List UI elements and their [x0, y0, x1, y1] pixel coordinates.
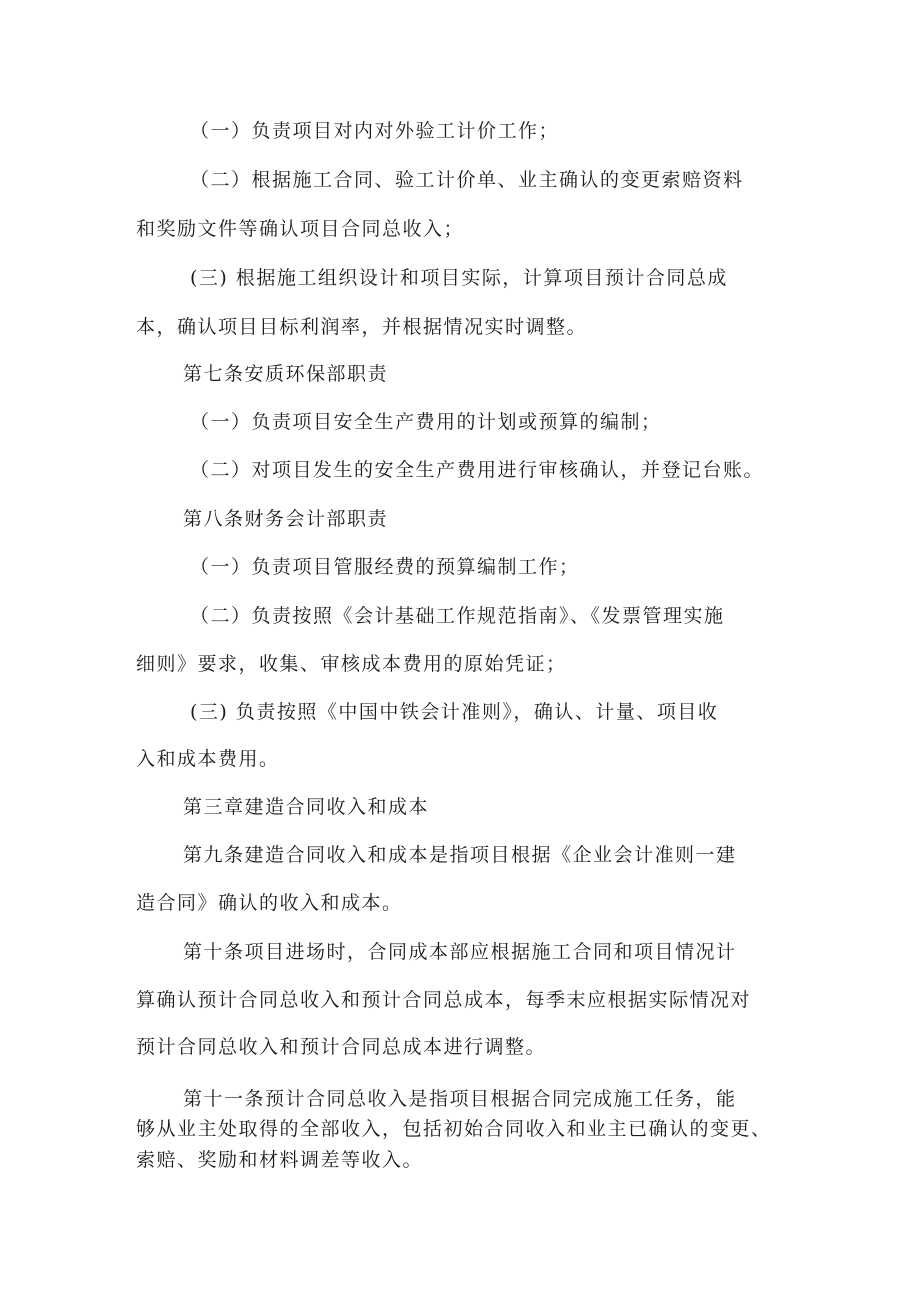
text-line: 第九条建造合同收入和成本是指项目根据《企业会计准则一建: [183, 844, 737, 866]
text-line: 细则》要求，收集、审核成本费用的原始凭证；: [136, 653, 567, 675]
text-line: 造合同》确认的收入和成本。: [136, 892, 403, 914]
text-line: 索赔、奖励和材料调差等收入。: [136, 1149, 424, 1171]
text-line: 算确认预计合同总收入和预计合同总成本，每季末应根据实际情况对: [136, 989, 752, 1011]
text-line: (三) 根据施工组织设计和项目实际，计算项目预计合同总成: [190, 267, 728, 289]
text-line: 预计合同总收入和预计合同总成本进行调整。: [136, 1036, 547, 1058]
text-line: （一）负责项目对内对外验工计价工作；: [190, 120, 560, 142]
text-line: （二）负责按照《会计基础工作规范指南》、《发票管理实施: [190, 605, 725, 627]
text-line: （一）负责项目管服经费的预算编制工作；: [190, 556, 580, 578]
text-line: 够从业主处取得的全部收入，包括初始合同收入和业主已确认的变更、: [136, 1118, 772, 1140]
text-line: （二）对项目发生的安全生产费用进行审核确认，并登记台账。: [190, 459, 765, 481]
section-heading: 第七条安质环保部职责: [183, 363, 389, 385]
text-line: 本，确认项目目标利润率，并根据情况实时调整。: [136, 316, 588, 338]
chapter-heading: 第三章建造合同收入和成本: [183, 796, 430, 818]
text-line: (三) 负责按照《中国中铁会计准则》，确认、计量、项目收: [190, 701, 719, 723]
text-line: 和奖励文件等确认项目合同总收入；: [136, 218, 465, 240]
text-line: 入和成本费用。: [136, 748, 280, 770]
text-line: （一）负责项目安全生产费用的计划或预算的编制；: [190, 411, 662, 433]
text-line: 第十一条预计合同总收入是指项目根据合同完成施工任务，能: [183, 1088, 737, 1110]
section-heading: 第八条财务会计部职责: [183, 508, 389, 530]
text-line: （二）根据施工合同、验工计价单、业主确认的变更索赔资料: [190, 169, 744, 191]
text-line: 第十条项目进场时，合同成本部应根据施工合同和项目情况计: [183, 941, 737, 963]
